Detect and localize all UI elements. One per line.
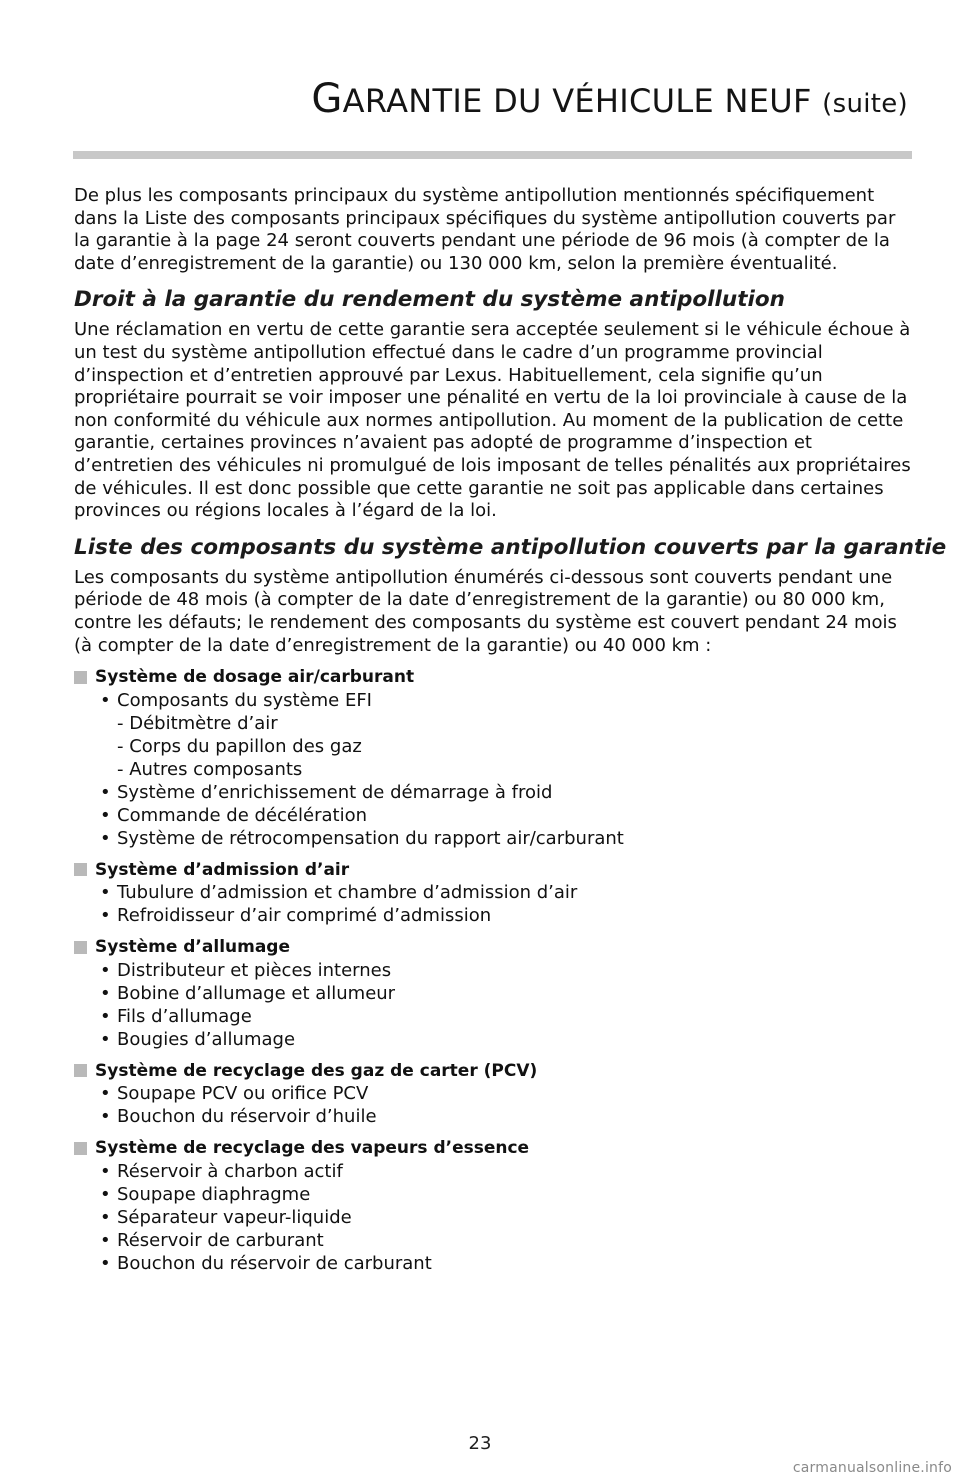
component-list-item <box>74 1206 912 1229</box>
component-sub-item: - Corps du papillon des gaz <box>117 735 362 757</box>
bullet-dot-icon: • <box>100 959 111 981</box>
component-list-item-text: Commande de décélération <box>117 804 367 826</box>
component-list-item <box>74 689 912 712</box>
component-list-item-text: Système d’enrichissement de démarrage à froid <box>117 781 553 803</box>
bullet-dot-icon: • <box>100 1206 111 1228</box>
component-list-item <box>74 1160 912 1183</box>
component-group-title-text: Système d’allumage <box>95 937 291 958</box>
component-group-title <box>74 1137 912 1160</box>
bullet-dot-icon: • <box>100 1028 111 1050</box>
page-number: 23 <box>468 1433 492 1454</box>
component-list-item <box>74 1005 912 1028</box>
square-bullet-icon <box>74 671 87 684</box>
component-list-item-text: Bobine d’allumage et allumeur <box>117 982 396 1004</box>
square-bullet-icon <box>74 863 87 876</box>
component-group <box>74 1060 912 1129</box>
component-list-item-text: Soupape PCV ou orifice PCV <box>117 1083 369 1105</box>
bullet-dot-icon: • <box>100 905 111 927</box>
components-list-paragraph: Les composants du système antipollution énumérés ci-dessous sont couverts pendant une période de 48 mois (à compter de la date d’enregistrement de la garantie) ou 80 000 km, contre les défauts; le rendement des composants du système est couvert pendant 24 mois (à compter de la date d’enregistrement de la garantie) ou 40 000 km : <box>74 566 897 656</box>
page-content <box>74 185 947 1275</box>
component-list-item <box>74 1028 912 1051</box>
component-list-item-text: Distributeur et pièces internes <box>117 959 392 981</box>
bullet-dot-icon: • <box>100 804 111 826</box>
component-group <box>74 1137 912 1275</box>
component-list-item <box>74 1082 912 1105</box>
page-title-initial: G <box>311 76 343 122</box>
component-list-item <box>74 1183 912 1206</box>
component-list-item <box>74 827 912 850</box>
component-sub-item: - Débitmètre d’air <box>117 712 278 734</box>
component-group <box>74 936 912 1051</box>
component-group-title-text: Système de recyclage des gaz de carter (PCV) <box>95 1060 538 1081</box>
component-list-item <box>74 781 912 804</box>
bullet-dot-icon: • <box>100 1252 111 1274</box>
component-list-item <box>74 1105 912 1128</box>
component-group-title <box>74 936 912 959</box>
square-bullet-icon <box>74 1142 87 1155</box>
component-group-title-text: Système de dosage air/carburant <box>95 667 415 688</box>
component-group-title <box>74 859 912 882</box>
component-list-item-text: Bouchon du réservoir de carburant <box>117 1252 432 1274</box>
bullet-dot-icon: • <box>100 827 111 849</box>
component-group <box>74 666 912 850</box>
component-sub-item: - Autres composants <box>117 758 303 780</box>
component-list-item-text: Refroidisseur d’air comprimé d’admission <box>117 905 492 927</box>
bullet-dot-icon: • <box>100 1106 111 1128</box>
component-list-item <box>74 959 912 982</box>
component-list-item <box>74 1252 912 1275</box>
bullet-dot-icon: • <box>100 1160 111 1182</box>
component-list-item <box>74 904 912 927</box>
component-list-item <box>74 1229 912 1252</box>
intro-paragraph: De plus les composants principaux du système antipollution mentionnés spécifiquement dans la Liste des composants principaux spécifiques du système antipollution couverts par la garantie à la page 24 seront couverts pendant une période de 96 mois (à compter de la date d’enregistrement de la garantie) ou 130 000 km, selon la première éventualité. <box>74 185 896 274</box>
component-list-item-text: Système de rétrocompensation du rapport air/carburant <box>117 827 624 849</box>
component-list-item <box>74 881 912 904</box>
section-heading-performance-warranty: Droit à la garantie du rendement du système antipollution <box>74 287 785 313</box>
square-bullet-icon <box>74 941 87 954</box>
component-group-title-text: Système de recyclage des vapeurs d’essence <box>95 1138 530 1159</box>
bullet-dot-icon: • <box>100 1083 111 1105</box>
page-title-main: ARANTIE DU VÉHICULE NEUF <box>342 82 812 120</box>
component-group-title <box>74 666 912 689</box>
page-title <box>311 76 908 122</box>
component-group <box>74 859 912 928</box>
bullet-dot-icon: • <box>100 982 111 1004</box>
bullet-dot-icon: • <box>100 689 111 711</box>
component-list-item-text: Réservoir de carburant <box>117 1229 324 1251</box>
title-rule-divider <box>73 151 912 159</box>
component-list-item <box>74 804 912 827</box>
bullet-dot-icon: • <box>100 1005 111 1027</box>
page-title-suffix: (suite) <box>822 89 908 119</box>
component-group-title <box>74 1060 912 1083</box>
watermark-text: carmanualsonline.info <box>792 1460 952 1476</box>
component-list-item-text: Fils d’allumage <box>117 1005 252 1027</box>
bullet-dot-icon: • <box>100 1183 111 1205</box>
component-list-item-text: Bouchon du réservoir d’huile <box>117 1106 377 1128</box>
component-list-item <box>74 982 912 1005</box>
bullet-dot-icon: • <box>100 1229 111 1251</box>
bullet-dot-icon: • <box>100 781 111 803</box>
component-groups-list <box>74 666 912 1275</box>
square-bullet-icon <box>74 1064 87 1077</box>
performance-warranty-paragraph: Une réclamation en vertu de cette garantie sera acceptée seulement si le véhicule échoue à un test du système antipollution effectué dans le cadre d’un programme provincial d’inspection et d’entretien approuvé par Lexus. Habituellement, cela signifie qu’un propriétaire pourrait se voir imposer une pénalité en vertu de la loi provinciale à cause de la non conformité du véhicule aux normes antipollution. Au moment de la publication de cette garantie, certaines provinces n’avaient pas adopté de programme d’inspection et d’entretien des véhicules ni promulgué de lois imposant de telles pénalités aux propriétaires de véhicules. Il est donc possible que cette garantie ne soit pas applicable dans certaines provinces ou régions locales à l’égard de la loi. <box>74 319 911 522</box>
component-list-item-text: Tubulure d’admission et chambre d’admission d’air <box>117 882 578 904</box>
component-list-item-text: Soupape diaphragme <box>117 1183 311 1205</box>
component-list-item-text: Composants du système EFI <box>117 689 372 711</box>
component-group-title-text: Système d’admission d’air <box>95 859 350 880</box>
bullet-dot-icon: • <box>100 882 111 904</box>
component-list-item-text: Bougies d’allumage <box>117 1028 296 1050</box>
component-list-item-text: Réservoir à charbon actif <box>117 1160 343 1182</box>
component-list-item-text: Séparateur vapeur-liquide <box>117 1206 352 1228</box>
section-heading-components-list: Liste des composants du système antipollution couverts par la garantie <box>74 534 947 560</box>
